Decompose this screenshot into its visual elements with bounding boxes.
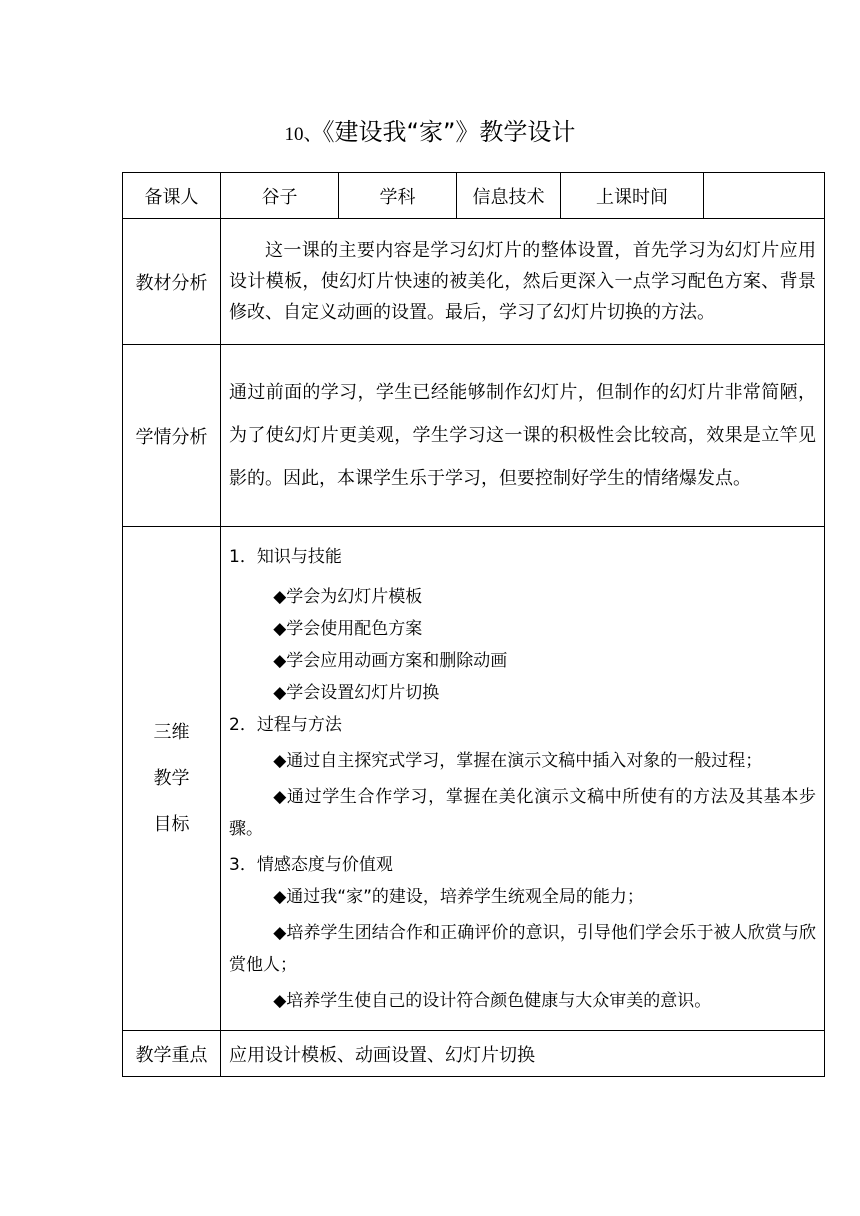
teacher-label: 备课人 xyxy=(123,173,221,219)
subject-value: 信息技术 xyxy=(457,173,561,219)
title-text: 《建设我“家”》教学设计 xyxy=(322,118,576,146)
table-row xyxy=(123,173,825,219)
goal-bullet: ◆培养学生使自己的设计符合颜色健康与大众审美的意识。 xyxy=(273,990,712,1011)
student-analysis-label: 学情分析 xyxy=(123,345,221,527)
goal-bullet: ◆通过我“家”的建设，培养学生统观全局的能力； xyxy=(273,886,644,907)
textbook-analysis-text: 这一课的主要内容是学习幻灯片的整体设置，首先学习为幻灯片应用设计模板，使幻灯片快速的被美化，然后更深入一点学习配色方案、背景修改、自定义动画的设置。最后，学习了幻灯片切换的方法。 xyxy=(229,240,816,323)
three-dimensional-goals-label xyxy=(123,527,221,1031)
class-time-label: 上课时间 xyxy=(561,173,704,219)
goal-bullet: ◆学会使用配色方案 xyxy=(273,618,423,639)
goal-bullet: ◆学会为幻灯片模板 xyxy=(273,586,423,607)
goal-bullet: ◆学会应用动画方案和删除动画 xyxy=(273,650,508,671)
goals-label-line: 教学 xyxy=(153,767,190,789)
key-points-label: 教学重点 xyxy=(123,1031,221,1077)
table-row xyxy=(123,345,825,527)
goal-heading: 1．知识与技能 xyxy=(229,546,342,567)
title-number: 10、 xyxy=(284,124,323,145)
student-analysis-text: 通过前面的学习，学生已经能够制作幻灯片，但制作的幻灯片非常简陋，为了使幻灯片更美观，学生学习这一课的积极性会比较高，效果是立竿见影的。因此，本课学生乐于学习，但要控制好学生的情绪爆发点。 xyxy=(229,382,816,489)
student-analysis-cell xyxy=(221,345,825,527)
teaching-goals-cell xyxy=(221,527,825,1031)
goals-label-line: 目标 xyxy=(153,813,190,835)
subject-label: 学科 xyxy=(339,173,457,219)
table-row xyxy=(123,527,825,1031)
class-time-value xyxy=(704,173,825,219)
goal-bullet: ◆通过自主探究式学习，掌握在演示文稿中插入对象的一般过程； xyxy=(273,750,763,771)
goals-label-line: 三维 xyxy=(153,721,190,743)
table-row xyxy=(123,1031,825,1077)
goal-heading: 2．过程与方法 xyxy=(229,714,342,735)
lesson-plan-table xyxy=(122,172,825,1077)
key-points-text: 应用设计模板、动画设置、幻灯片切换 xyxy=(221,1031,825,1077)
textbook-analysis-cell xyxy=(221,219,825,345)
document-title xyxy=(0,112,860,147)
textbook-analysis-label: 教材分析 xyxy=(123,219,221,345)
goal-bullet: ◆学会设置幻灯片切换 xyxy=(273,682,440,703)
teacher-value: 谷子 xyxy=(221,173,339,219)
goal-heading: 3．情感态度与价值观 xyxy=(229,854,393,875)
goal-bullet: ◆培养学生团结合作和正确评价的意识，引导他们学会乐于被人欣赏与欣赏他人； xyxy=(229,922,816,975)
table-row xyxy=(123,219,825,345)
goal-bullet: ◆通过学生合作学习，掌握在美化演示文稿中所使有的方法及其基本步骤。 xyxy=(229,786,816,839)
